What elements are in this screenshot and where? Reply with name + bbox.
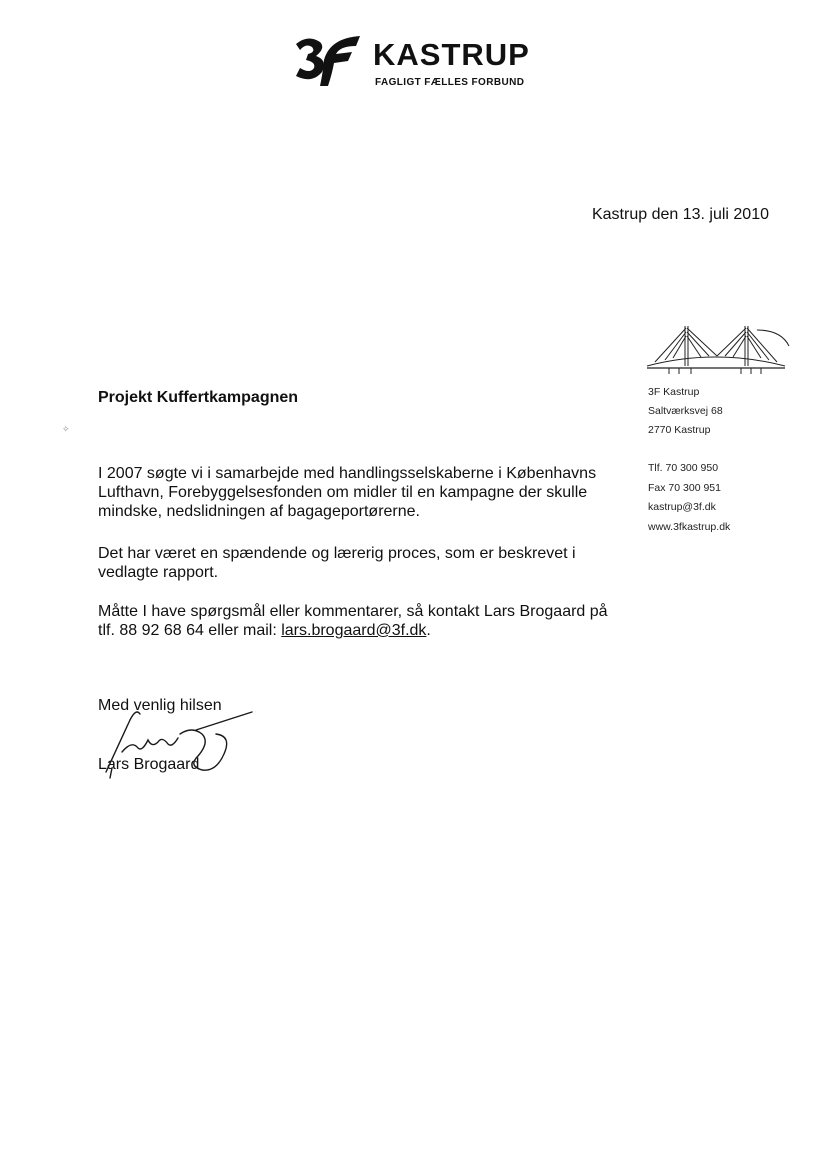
org-tagline: FAGLIGT FÆLLES FORBUND [375,77,525,88]
paragraph-1 [98,464,638,521]
paragraph-1-line: mindske, nedslidningen af bagageportørerne. [98,503,420,520]
address-fax: Fax 70 300 951 [648,482,721,494]
letter-subject: Projekt Kuffertkampagnen [98,389,299,406]
closing-greeting: Med venlig hilsen [98,697,222,714]
address-name: 3F Kastrup [648,386,700,398]
letter-date: Kastrup den 13. juli 2010 [591,206,769,223]
period: . [426,622,431,639]
bridge-icon [645,322,790,374]
address-web: www.3fkastrup.dk [648,521,731,533]
address-city: 2770 Kastrup [648,424,711,436]
paragraph-2-line: vedlagte rapport. [98,564,219,581]
paragraph-3-line: Måtte I have spørgsmål eller kommentarer, så kontakt Lars Brogaard på [98,603,608,620]
signer-name: Lars Brogaard [98,756,200,773]
handwritten-signature-icon [92,700,262,780]
paragraph-3-line [98,621,638,640]
margin-mark-icon: ✧ [62,424,70,434]
paragraph-1-line: Lufthavn, Forebyggelsesfonden om midler til en kampagne der skulle [98,484,588,501]
paragraph-1-line: I 2007 søgte vi i samarbejde med handlingsselskaberne i Københavns [98,465,597,482]
address-email: kastrup@3f.dk [648,501,716,513]
address-street: Saltværksvej 68 [648,405,723,417]
paragraph-3 [98,602,638,640]
org-name: KASTRUP [373,37,530,72]
email-link[interactable]: lars.brogaard@3f.dk [281,622,427,639]
paragraph-2-line: Det har været en spændende og lærerig proces, som er beskrevet i [98,545,576,562]
phone-text: tlf. 88 92 68 64 eller mail: [98,622,282,639]
paragraph-2 [98,544,638,582]
address-phone: Tlf. 70 300 950 [648,462,719,474]
3f-logo-icon [290,30,366,88]
